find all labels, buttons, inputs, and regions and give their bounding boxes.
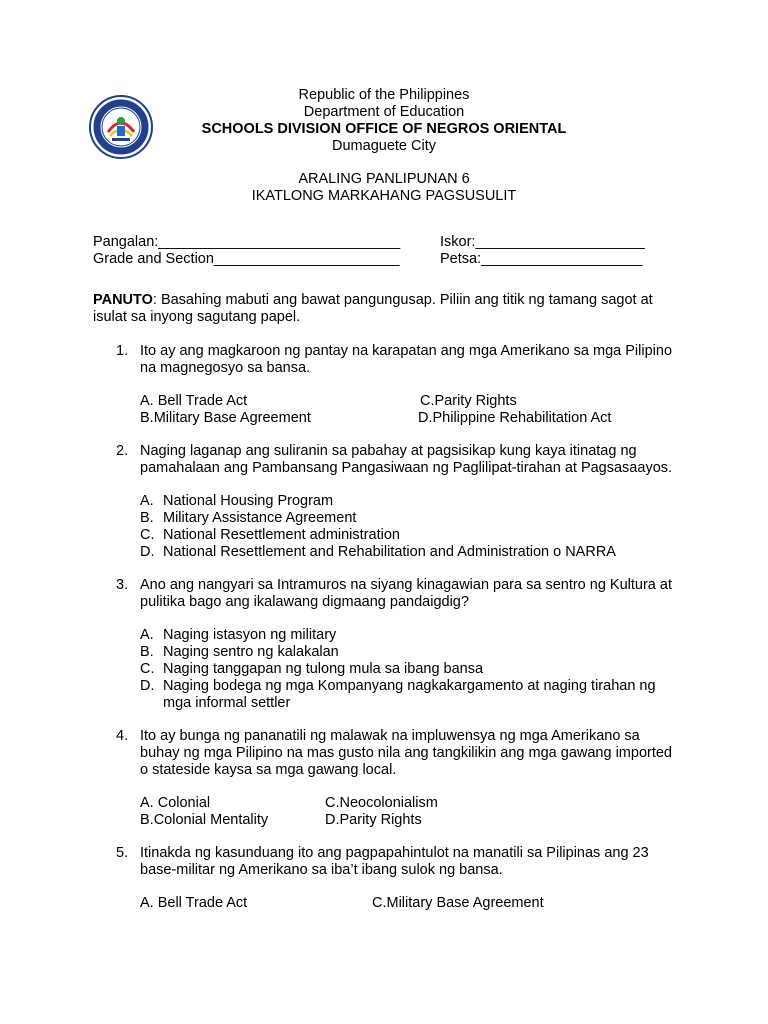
- question-text: Itinakda ng kasunduang ito ang pagpapahintulot na manatili sa Pilipinas ang 23 base-militar ng Amerikano sa iba’t ibang sulok ng bansa.: [140, 845, 649, 878]
- score-field: Iskor:_____________________: [440, 234, 645, 250]
- instructions: [93, 292, 653, 326]
- question-text: Ito ay ang magkaroon ng pantay na karapatan ang mga Amerikano sa mga Pilipino na magnegosyo sa bansa.: [140, 343, 673, 376]
- student-info-fields: [93, 234, 693, 268]
- question-2: [93, 443, 683, 561]
- option-a: A. Naging istasyon ng military: [140, 627, 337, 643]
- option-b: B. Naging sentro ng kalakalan: [140, 644, 339, 660]
- question-number: 1.: [116, 343, 129, 359]
- question-text: Ano ang nangyari sa Intramuros na siyang kinagawian para sa sentro ng Kultura at pulitika bago ang ikalawang digmaang pandaigdig?: [140, 577, 672, 610]
- option-c: C.Neocolonialism: [325, 795, 438, 811]
- option-c: C. Naging tanggapan ng tulong mula sa ibang bansa: [140, 661, 484, 677]
- option-a: A. Colonial: [140, 795, 211, 811]
- department-line: Department of Education: [303, 104, 465, 120]
- division-office-line: SCHOOLS DIVISION OFFICE OF NEGROS ORIENTAL: [201, 121, 567, 137]
- question-3: [93, 577, 683, 712]
- option-b: B.Colonial Mentality: [140, 812, 269, 828]
- question-number: 3.: [116, 577, 129, 593]
- question-options: [140, 627, 683, 712]
- option-d: D. National Resettlement and Rehabilitation and Administration o NARRA: [140, 544, 616, 560]
- option-c: C.Military Base Agreement: [372, 895, 544, 911]
- question-text: Naging laganap ang suliranin sa pabahay at pagsisikap kung kaya itinatag ng pamahalaan ang Pambansang Pangasiwaan ng Paglilipat-tirahan at Pagsasaayos.: [140, 443, 673, 476]
- question-list: [93, 343, 683, 928]
- republic-line: Republic of the Philippines: [298, 87, 470, 103]
- question-number: 4.: [116, 728, 129, 744]
- option-a: A. National Housing Program: [140, 493, 334, 509]
- question-text: Ito ay bunga ng pananatili ng malawak na impluwensya ng mga Amerikano sa buhay ng mga Pilipino na mas gusto nila ang tangkilikin ang mga gawang imported o stateside kaysa sa mga gawang local.: [140, 728, 672, 778]
- option-d: D. Naging bodega ng mga Kompanyang nagkakargamento at naging tirahan ng mga informal settler: [140, 678, 656, 711]
- option-d: D.Parity Rights: [325, 812, 422, 828]
- instructions-text: : Basahing mabuti ang bawat pangungusap. Piliin ang titik ng tamang sagot at isulat sa inyong sagutang papel.: [93, 292, 653, 325]
- question-number: 2.: [116, 443, 129, 459]
- question-options: [140, 493, 683, 561]
- option-b: B. Military Assistance Agreement: [140, 510, 357, 526]
- document-header: [0, 87, 768, 205]
- option-a: A. Bell Trade Act: [140, 393, 248, 409]
- option-c: C.Parity Rights: [420, 393, 517, 409]
- question-options: [140, 795, 683, 829]
- question-5: [93, 845, 683, 912]
- exam-title: IKATLONG MARKAHANG PAGSUSULIT: [251, 188, 517, 204]
- question-number: 5.: [116, 845, 129, 861]
- option-d: D.Philippine Rehabilitation Act: [418, 410, 612, 426]
- question-options: [140, 895, 683, 912]
- city-line: Dumaguete City: [332, 138, 436, 154]
- name-field: Pangalan:______________________________: [93, 234, 401, 250]
- option-c: C. National Resettlement administration: [140, 527, 400, 543]
- option-a: A. Bell Trade Act: [140, 895, 248, 911]
- grade-section-field: Grade and Section_______________________: [93, 251, 400, 267]
- question-1: [93, 343, 683, 427]
- question-4: [93, 728, 683, 829]
- date-field: Petsa:____________________: [440, 251, 643, 267]
- option-b: B.Military Base Agreement: [140, 410, 311, 426]
- subject-title: ARALING PANLIPUNAN 6: [298, 171, 470, 187]
- instructions-label: PANUTO: [93, 292, 153, 308]
- question-options: [140, 393, 683, 427]
